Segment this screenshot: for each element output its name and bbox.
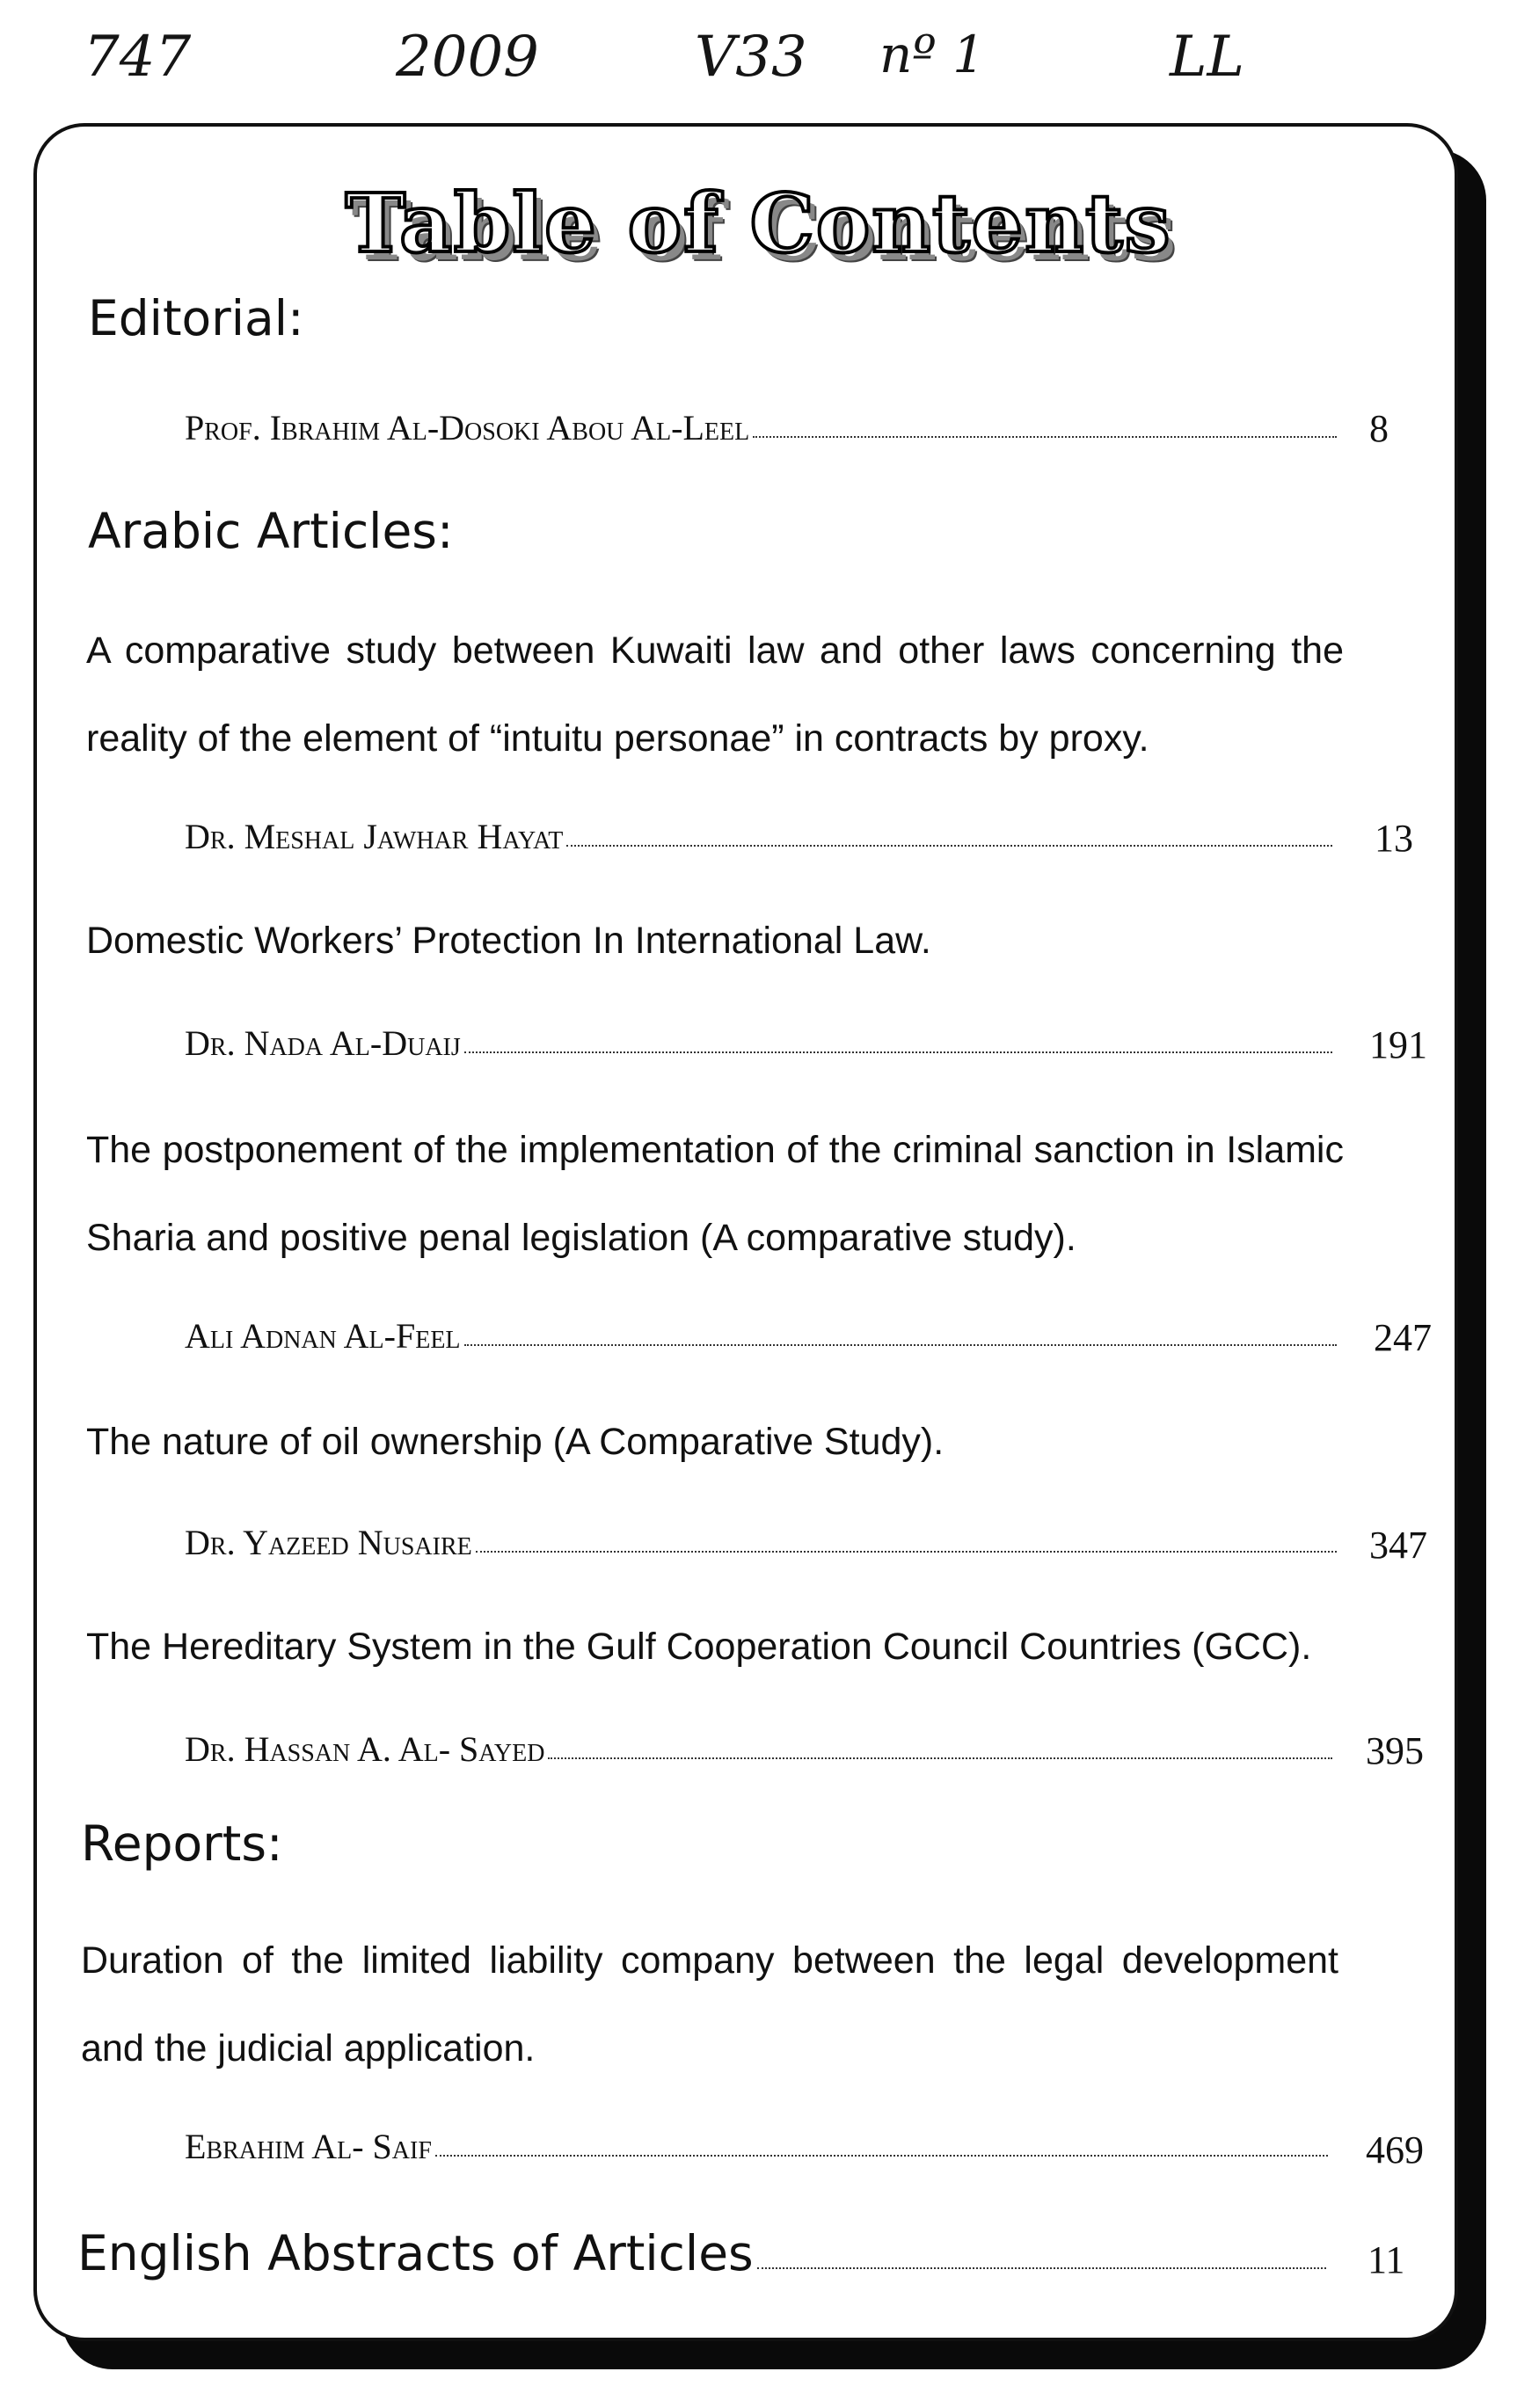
page-number: 11 bbox=[1367, 2238, 1405, 2281]
section-arabic-articles: Arabic Articles: bbox=[88, 503, 454, 559]
page-number: 13 bbox=[1375, 817, 1413, 860]
page-number: 347 bbox=[1369, 1524, 1427, 1567]
dot-leader bbox=[757, 2267, 1326, 2269]
page-number: 8 bbox=[1369, 407, 1389, 450]
handwritten-year: 2009 bbox=[396, 25, 539, 90]
toc-entry-article-2[interactable] bbox=[185, 1011, 1332, 1064]
toc-entry-article-5[interactable] bbox=[185, 1717, 1332, 1770]
dot-leader bbox=[476, 1551, 1337, 1553]
dot-leader bbox=[464, 1051, 1332, 1053]
handwritten-ref: 747 bbox=[84, 25, 192, 90]
page-number: 247 bbox=[1374, 1316, 1432, 1359]
author-name: Prof. Ibrahim Al-Dosoki Abou Al-Leel bbox=[185, 408, 750, 447]
author-name: Dr. Yazeed Nusaire bbox=[185, 1523, 472, 1562]
toc-entry-article-3[interactable] bbox=[185, 1304, 1337, 1357]
toc-entry-editorial[interactable] bbox=[185, 396, 1337, 448]
article-title-5[interactable]: The Hereditary System in the Gulf Cooperation Council Countries (GCC). bbox=[86, 1626, 1312, 1668]
page-number: 469 bbox=[1366, 2128, 1424, 2172]
dot-leader bbox=[464, 1344, 1337, 1346]
dot-leader bbox=[566, 845, 1332, 847]
dot-leader bbox=[548, 1757, 1332, 1759]
english-abstracts-label: English Abstracts of Articles bbox=[77, 2225, 754, 2281]
handwritten-volume: V33 bbox=[695, 25, 807, 90]
section-editorial: Editorial: bbox=[88, 290, 304, 346]
toc-entry-article-4[interactable] bbox=[185, 1510, 1337, 1563]
toc-entry-report[interactable] bbox=[185, 2114, 1328, 2167]
toc-entry-article-1[interactable] bbox=[185, 804, 1332, 857]
page-title: Table of Contents bbox=[345, 176, 1172, 271]
author-name: Dr. Nada Al-Duaij bbox=[185, 1023, 461, 1063]
article-title-2[interactable]: Domestic Workers’ Protection In International Law. bbox=[86, 920, 931, 962]
section-reports: Reports: bbox=[81, 1815, 283, 1872]
article-title-4[interactable]: The nature of oil ownership (A Comparative Study). bbox=[86, 1421, 944, 1463]
page-number: 191 bbox=[1369, 1023, 1427, 1066]
author-name: Ali Adnan Al-Feel bbox=[185, 1316, 461, 1356]
author-name: Dr. Hassan A. Al- Sayed bbox=[185, 1729, 545, 1769]
article-title-3[interactable]: The postponement of the implementation of the criminal sanction in Islamic Sharia and positive penal legislation (A comparative study). bbox=[86, 1129, 1344, 1259]
report-title[interactable]: Duration of the limited liability company between the legal development and the judicial application. bbox=[81, 1939, 1338, 2070]
article-title-1[interactable]: A comparative study between Kuwaiti law and other laws concerning the reality of the element of “intuitu personae” in contracts by proxy. bbox=[86, 629, 1344, 760]
author-name: Dr. Meshal Jawhar Hayat bbox=[185, 817, 564, 856]
handwritten-initials: LL bbox=[1170, 25, 1244, 90]
page-number: 395 bbox=[1366, 1729, 1424, 1772]
dot-leader bbox=[753, 436, 1337, 438]
dot-leader bbox=[435, 2155, 1328, 2157]
handwritten-number: nº 1 bbox=[879, 25, 985, 84]
author-name: Ebrahim Al- Saif bbox=[185, 2127, 432, 2166]
toc-entry-english-abstracts[interactable] bbox=[77, 2220, 1326, 2281]
